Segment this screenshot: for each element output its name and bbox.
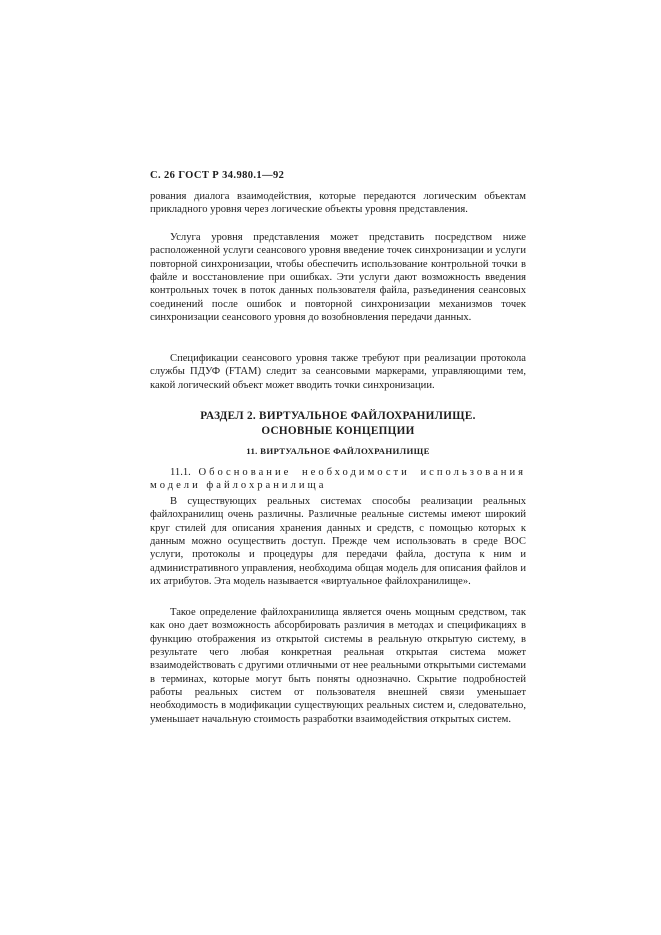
paragraph: Услуга уровня представления может представить посредством ниже расположенной услуги сеансового уровня введение точек синхронизации и услуги повторной синхронизации, чтобы обеспечить использование контрольной точки в файле и восстановление при ошибках. Эти услуги дают возможность введения контрольных точек в поток данных пользователя файла, разъединения сеансовых соединений после ошибок и повторной синхронизации механизмов точек синхронизации сеансового уровня до возобновления передачи данных. <box>150 232 526 324</box>
paragraph-block-4 <box>150 495 526 588</box>
paragraph: Спецификации сеансового уровня также требуют при реализации протокола службы ПДУФ (FTAM) следит за сеансовыми маркерами, управляющими тем, какой логический объект может вводить точки синхронизации. <box>150 353 526 391</box>
section-title-line-1: РАЗДЕЛ 2. ВИРТУАЛЬНОЕ ФАЙЛОХРАНИЛИЩЕ. <box>200 410 476 422</box>
paragraph: В существующих реальных системах способы реализации реальных файлохранилищ очень различны. Различные реальные системы имеют широкий круг стилей для описания хранения данных и средств, с помощью которых к данным можно осуществить доступ. Прежде чем использовать в среде ВОС услуги, протоколы и процедуры для передачи файла, доступа к ним и административного управления, необходима общая модель для описания файлов и их атрибутов. Эта модель называется «виртуальное файлохранилище». <box>150 496 526 588</box>
section-title <box>150 409 526 438</box>
paragraph-block-3 <box>150 352 526 392</box>
running-head: С. 26 ГОСТ Р 34.980.1—92 <box>150 170 285 181</box>
section-title-line-2: ОСНОВНЫЕ КОНЦЕПЦИИ <box>261 424 415 437</box>
clause-title: Обоснование необходимости использования модели файлохранилища <box>150 467 526 492</box>
paragraph: Такое определение файлохранилища является очень мощным средством, так как оно дает возможность абсорбировать различия в методах и спецификациях в функцию отображения из открытой системы в реальную открытую систему, в результате чего любая конкретная реальная открытая система может взаимодействовать с другими отличными от нее реальными открытыми системами в терминах, которые могут быть поняты однозначно. Скрытие подробностей работы реальных систем от пользователя внешней связи уменьшает необходимость в модификации существующих реальных систем и, следовательно, уменьшает начальную стоимость разработки взаимодействия открытых систем. <box>150 607 526 725</box>
paragraph-block-2 <box>150 231 526 324</box>
paragraph-block-5 <box>150 606 526 726</box>
paragraph: рования диалога взаимодействия, которые передаются логическим объектам прикладного уровня через логические объекты уровня представления. <box>150 191 526 216</box>
clause-heading-text <box>150 466 526 493</box>
clause-number: 11.1. <box>170 467 191 478</box>
subsection-title: 11. ВИРТУАЛЬНОЕ ФАЙЛОХРАНИЛИЩЕ <box>246 446 430 456</box>
clause-heading <box>150 466 526 493</box>
paragraph-block-1 <box>150 190 526 217</box>
